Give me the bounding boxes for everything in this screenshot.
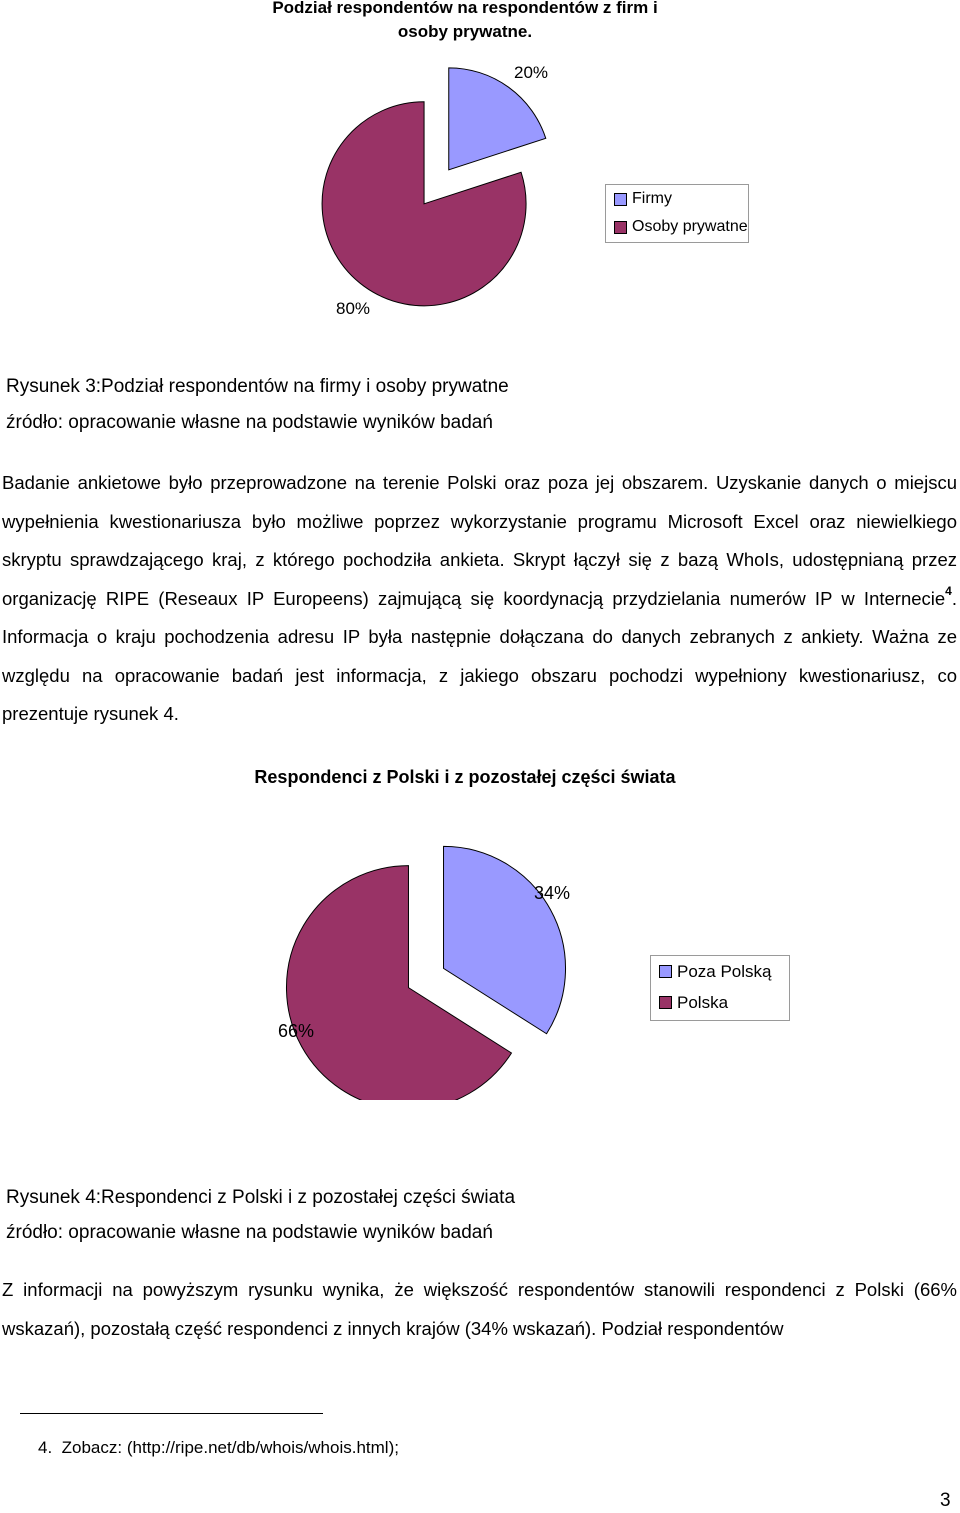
chart1-title-line2: osoby prywatne. <box>397 22 533 41</box>
chart2-legend-label-poza-polska: Poza Polską <box>677 961 772 981</box>
chart2-label-poza-polska: 34% <box>534 883 571 903</box>
figure4-caption <box>6 1186 515 1210</box>
page-number: 3 <box>940 1490 951 1511</box>
chart1-label-firmy: 20% <box>514 63 549 82</box>
figure4-caption-text: Respondenci z Polski i z pozostałej części świata <box>101 1187 516 1208</box>
figure4-source: źródło: opracowanie własne na podstawie wyników badań <box>6 1222 493 1243</box>
chart1-legend-swatch-firmy <box>614 193 627 206</box>
chart2-legend-item-polska <box>651 987 789 1018</box>
chart2-pie <box>0 830 960 1100</box>
figure4-caption-label: Rysunek 4: <box>6 1187 102 1208</box>
body-paragraph-2: Z informacji na powyższym rysunku wynika, że większość respondentów stanowili respondenci z Polski (66% wskazań), pozostałą część respondenci z innych krajów (34% wskazań). Podział respondentów <box>2 1279 957 1339</box>
paragraph1-text-a: Badanie ankietowe było przeprowadzone na terenie Polski oraz poza jej obszarem. Uzyskanie danych o miejscu wypełnienia kwestionariusza było możliwe poprzez wykorzystanie programu Microsoft Excel oraz niewielkiego skryptu sprawdzającego kraj, z którego pochodziła ankieta. Skrypt łączył się z bazą WhoIs, udostępnianą przez organizację RIPE (Reseaux IP Europeens) zajmującą się koordynacją przydzielania numerów IP w Internecie <box>2 472 957 609</box>
chart2-legend-swatch-poza-polska <box>659 965 672 978</box>
figure3-source: źródło: opracowanie własne na podstawie wyników badań <box>6 412 493 433</box>
paragraph1-text-b: . Informacja o kraju pochodzenia adresu IP była następnie dołączana do danych zebranych z ankiety. Ważna ze względu na opracowanie badań jest informacja, z jakiego obszaru pochodzi wypełniony kwestionariusz, co prezentuje rysunek 4. <box>2 587 957 724</box>
footnote-number: 4. <box>38 1438 53 1457</box>
chart2-legend-swatch-polska <box>659 996 672 1009</box>
chart1-legend-item-firmy <box>606 185 748 213</box>
chart2-legend-item-poza-polska <box>651 956 789 987</box>
footnote <box>38 1438 399 1458</box>
footnote-divider <box>20 1413 323 1414</box>
chart1-legend-label-firmy: Firmy <box>632 190 672 207</box>
figure3-caption <box>6 375 509 399</box>
chart2-title: Respondenci z Polski i z pozostałej części świata <box>254 767 676 787</box>
chart1-slice-firmy <box>449 68 546 170</box>
footnote-reference[interactable]: 4 <box>945 584 952 599</box>
chart1-label-osoby-prywatne: 80% <box>336 299 371 318</box>
body-paragraph-1 <box>2 464 957 734</box>
chart1-pie <box>0 0 960 340</box>
footnote-text[interactable]: Zobacz: (http://ripe.net/db/whois/whois.html); <box>61 1438 399 1457</box>
chart2-label-polska: 66% <box>278 1021 315 1041</box>
chart1-legend-item-osoby-prywatne <box>606 213 748 241</box>
chart2-legend <box>650 955 790 1021</box>
chart1-legend-label-osoby-prywatne: Osoby prywatne <box>632 218 748 235</box>
chart1-legend-swatch-osoby-prywatne <box>614 221 627 234</box>
chart1-legend <box>605 184 749 243</box>
figure3-caption-text: Podział respondentów na firmy i osoby prywatne <box>101 376 509 397</box>
chart1-title-line1: Podział respondentów na respondentów z firm i <box>272 0 658 17</box>
chart2-legend-label-polska: Polska <box>677 992 729 1012</box>
chart2-slice-poza-polska <box>444 846 566 1033</box>
figure3-caption-label: Rysunek 3: <box>6 376 102 397</box>
